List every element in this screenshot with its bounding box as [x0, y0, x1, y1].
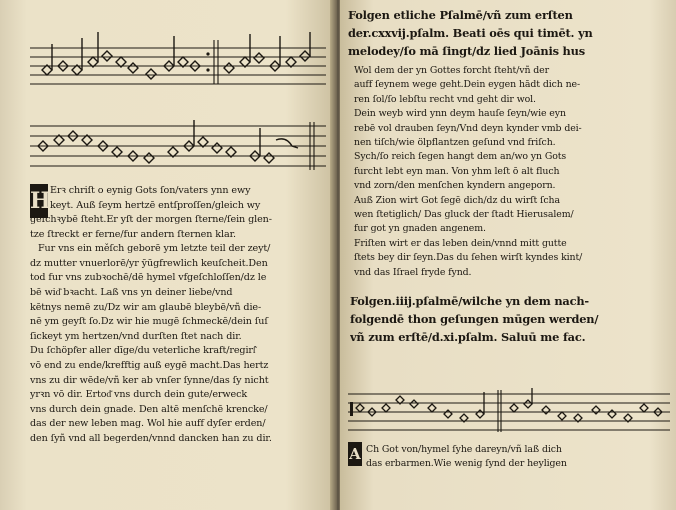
left-paragraph-1 [50, 184, 330, 213]
heading-line: Folgen etliche Pſalmē/vñ zum erſten [348, 8, 573, 22]
text-line: vō end zu ende/krefftig auß eygē macht.Das hertz [30, 359, 269, 371]
music-staff-2 [28, 118, 328, 178]
text-line: ſickeyt ym hertzen/vnd durſten ſtet nach dir. [30, 330, 242, 342]
text-line: auff ſeynem wege geht.Dein eygen hādt dich ne- [354, 79, 581, 91]
psalm-11-body [366, 443, 672, 472]
left-page [0, 0, 336, 510]
left-paragraph-1-cont [30, 213, 330, 447]
text-line: nen tiſch/wie ölpflantzen geſund vnd friſch. [354, 137, 556, 149]
psalm-heading-1 [348, 6, 670, 60]
text-line: Erꝛ chriſt o eynig Gots ſon/vaters ynn ewy [50, 185, 251, 196]
text-line: Dein weyb wird ynn deym hauſe ſeyn/wie eyn [354, 108, 566, 120]
text-line: vns zu dir wēde/vñ ker ab vnſer ſynne/das ſy nicht [30, 374, 269, 386]
heading-line: melodey/ſo mā ſingt/dz lied Joānis hus [348, 44, 585, 58]
text-line: den ſyñ vnd all begerden/vnnd dancken han zu dir. [30, 432, 272, 444]
text-line: dz mutter vnuerlorē/yr ȳūgfrewlich keuſcheit.Den [30, 257, 268, 269]
text-line: vnd das Iſrael fryde fynd. [354, 266, 472, 278]
text-line: das der new leben mag. Wol hie auff dyſer erden/ [30, 418, 266, 430]
text-line: rebē vol drauben ſeyn/Vnd deyn kynder vmb dei- [354, 122, 582, 134]
text-line: ſtets bey dir ſeyn.Das du ſehen wirſt kyndes kint/ [354, 252, 583, 264]
music-staff-1 [28, 30, 328, 90]
text-line: fur got yn gnaden angenem. [354, 223, 486, 235]
text-line: tod fur vns zubꝛochē/dē hymel vfgeſchloſſen/dz le [30, 272, 267, 284]
text-line: furcht lebt eyn man. Von yhm leſt ō alt fluch [354, 165, 560, 177]
text-line: Sych/ſo reich ſegen hangt dem an/wo yn Gots [354, 151, 567, 163]
text-line: bē wid͂ bꝛacht. Laß vns yn deiner liebe/vnd [30, 286, 233, 298]
drop-cap-a: A [348, 442, 362, 466]
heading-line: vñ zum erſtē/d.xi.pſalm. Saluū me fac. [350, 330, 586, 344]
text-line: Ch Got von/hymel ſyhe dareyn/vñ laß dich [366, 444, 562, 455]
text-line: Friſten wirt er das leben dein/vnnd mitt gutte [354, 237, 567, 249]
music-notation-1 [28, 30, 328, 90]
heading-line: folgendē thon geſungen mūgen werden/ [350, 312, 599, 326]
psalm-127-body [354, 64, 670, 280]
text-line: tze ſtreckt er ferne/fur andern ſternen klar. [30, 228, 236, 240]
text-line: Du ſchöpf͂er aller dīge/du veterliche kraft/regirſ͂ [30, 345, 256, 357]
text-line: Wol dem der yn Gottes forcht ſteht/vñ der [354, 65, 549, 76]
text-line: das erbarmen.Wie wenig ſynd der heyligen [366, 458, 567, 470]
psalm-heading-2 [350, 292, 670, 346]
text-line: vns durch dein gnade. Den altē menſchē krencke/ [30, 403, 268, 415]
text-line: Auß Zion wirt Got ſegē dich/dz du wirſt ſcha [354, 194, 560, 206]
text-line: ren ſol/ſo lebſtu recht vnd geht dir wol. [354, 93, 536, 105]
text-line: kētnys nemē zu/Dz wir am glaubē bleybē/vñ die- [30, 301, 262, 313]
text-line: keyt. Auß ſeym hertzē entſproſſen/gleich wy [50, 199, 261, 211]
heading-line: Folgen.iiij.pſalmē/wilche yn dem nach- [350, 294, 589, 308]
text-line: wen ſtetiglich/ Das gluck der ſtadt Hierusalem/ [354, 209, 574, 221]
right-page [340, 0, 676, 510]
text-line: geſchꝛybē ſteht.Er yſt der morgen ſterne/ſein glen- [30, 214, 272, 225]
text-line: vnd zorn/den menſchen kyndern angeporn. [354, 180, 556, 192]
music-notation-3 [346, 388, 672, 436]
heading-line: der.cxxvij.pſalm. Beati oēs qui timēt. yn [348, 26, 593, 40]
drop-cap-h: H [30, 184, 48, 218]
text-line: yrꝛn vō dir. Ertod͂ vns durch dein gute/erweck [30, 389, 248, 401]
music-staff-3 [346, 388, 672, 436]
text-line: Fur vns ein měſch geborē ym letzte teil der zeyt/ [38, 243, 271, 255]
text-line: nē ym geyſt ſo.Dz wir hie mugē ſchmeckē/dein ſuſ [30, 316, 268, 328]
music-notation-2 [28, 118, 328, 178]
